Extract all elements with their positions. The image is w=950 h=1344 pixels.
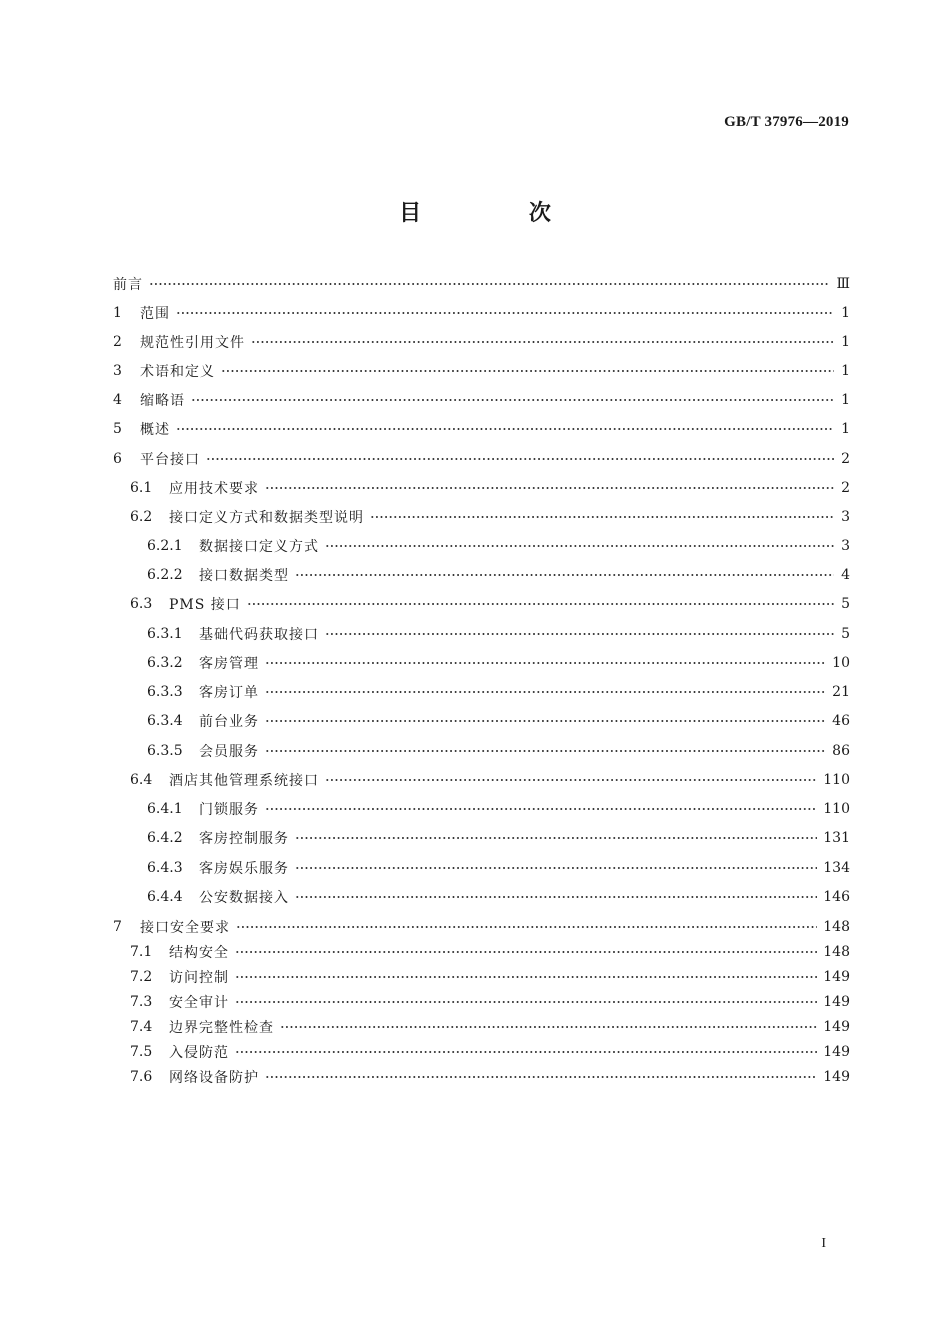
toc-entry[interactable] (147, 856, 850, 880)
toc-entry-label: 范围 (140, 306, 170, 322)
toc-leader-dots (265, 1076, 817, 1078)
toc-entry-label: 术语和定义 (140, 364, 215, 380)
toc-entry[interactable] (113, 359, 850, 383)
toc-entry-label: 概述 (140, 422, 170, 438)
toc-entry[interactable] (130, 940, 850, 964)
toc-entry[interactable] (113, 417, 850, 441)
toc-leader-dots (325, 779, 817, 781)
toc-entry-number: 6.2.2 (147, 567, 183, 583)
toc-entry-label: 接口安全要求 (140, 920, 230, 936)
toc-entry-label: PMS 接口 (169, 597, 241, 613)
toc-leader-dots (265, 808, 817, 810)
toc-entry-label: 门锁服务 (199, 802, 259, 818)
toc-entry-page: 148 (823, 944, 850, 960)
toc-entry-label: 接口定义方式和数据类型说明 (169, 510, 364, 526)
toc-leader-dots (176, 428, 834, 430)
toc-leader-dots (235, 1001, 817, 1003)
toc-entry[interactable] (147, 563, 850, 587)
toc-entry-number: 6.3.3 (147, 684, 183, 700)
toc-entry-page: 149 (823, 994, 850, 1010)
toc-entry[interactable] (130, 768, 850, 792)
toc-entry-number: 6.3.5 (147, 743, 183, 759)
toc-entry-number: 4 (113, 392, 122, 408)
toc-entry-page: 134 (823, 860, 850, 876)
toc-entry-label: 入侵防范 (169, 1045, 229, 1061)
toc-entry-label: 前台业务 (199, 714, 259, 730)
toc-entry-number: 7.1 (130, 944, 153, 960)
toc-entry-page: 149 (823, 969, 850, 985)
toc-entry-label: 访问控制 (169, 970, 229, 986)
toc-leader-dots (325, 545, 834, 547)
toc-entry[interactable] (113, 272, 850, 296)
toc-entry-page: 4 (841, 567, 850, 583)
toc-entry-page: 146 (823, 889, 850, 905)
toc-entry-number: 7.4 (130, 1019, 153, 1035)
toc-leader-dots (235, 951, 817, 953)
toc-entry-label: 客房管理 (199, 656, 259, 672)
toc-entry-number: 6.2.1 (147, 538, 183, 554)
toc-entry[interactable] (147, 651, 850, 675)
toc-leader-dots (265, 662, 826, 664)
toc-leader-dots (221, 370, 834, 372)
toc-entry-page: 131 (823, 830, 850, 846)
toc-entry-page: 10 (832, 655, 850, 671)
toc-entry-label: 客房娱乐服务 (199, 861, 289, 877)
toc-entry-page: Ⅲ (836, 276, 850, 292)
toc-entry-number: 6.3.4 (147, 713, 183, 729)
toc-entry-label: 平台接口 (140, 452, 200, 468)
toc-entry-page: 5 (841, 596, 850, 612)
toc-entry[interactable] (130, 592, 850, 616)
toc-entry-number: 6.3.2 (147, 655, 183, 671)
toc-entry-number: 6.3.1 (147, 626, 183, 642)
toc-entry-number: 7 (113, 919, 122, 935)
toc-leader-dots (251, 341, 834, 343)
toc-entry[interactable] (147, 534, 850, 558)
toc-entry-page: 149 (823, 1019, 850, 1035)
toc-entry-page: 1 (841, 363, 850, 379)
toc-entry-number: 7.2 (130, 969, 153, 985)
toc-leader-dots (280, 1026, 817, 1028)
toc-entry-number: 7.5 (130, 1044, 153, 1060)
toc-entry-label: 缩略语 (140, 393, 185, 409)
toc-entry[interactable] (130, 476, 850, 500)
toc-entry-label: 前言 (113, 277, 143, 293)
toc-entry-page: 148 (823, 919, 850, 935)
toc-leader-dots (176, 312, 834, 314)
toc-entry-number: 6.4.4 (147, 889, 183, 905)
toc-entry-page: 110 (823, 772, 850, 788)
toc-leader-dots (265, 750, 826, 752)
toc-entry-page: 2 (841, 480, 850, 496)
toc-entry-page: 46 (832, 713, 850, 729)
page-title: 目 次 (399, 201, 601, 226)
footer-page-number: I (821, 1236, 826, 1251)
toc-leader-dots (325, 633, 834, 635)
toc-entry-label: 网络设备防护 (169, 1070, 259, 1086)
toc-leader-dots (265, 691, 826, 693)
toc-entry[interactable] (130, 1040, 850, 1064)
toc-leader-dots (191, 399, 834, 401)
toc-entry-number: 3 (113, 363, 122, 379)
toc-entry-number: 7.3 (130, 994, 153, 1010)
toc-entry-page: 110 (823, 801, 850, 817)
toc-entry-label: 数据接口定义方式 (199, 539, 319, 555)
toc-leader-dots (236, 926, 817, 928)
toc-entry[interactable] (113, 388, 850, 412)
toc-entry[interactable] (130, 965, 850, 989)
toc-entry-label: 客房订单 (199, 685, 259, 701)
toc-leader-dots (235, 1051, 817, 1053)
toc-entry[interactable] (113, 447, 850, 471)
toc-entry-label: 规范性引用文件 (140, 335, 245, 351)
toc-entry[interactable] (147, 680, 850, 704)
toc-entry[interactable] (130, 1015, 850, 1039)
toc-leader-dots (265, 720, 826, 722)
toc-entry-page: 21 (832, 684, 850, 700)
toc-leader-dots (235, 976, 817, 978)
toc-entry-label: 安全审计 (169, 995, 229, 1011)
toc-entry-number: 6.2 (130, 509, 153, 525)
toc-leader-dots (265, 487, 834, 489)
toc-entry[interactable] (147, 622, 850, 646)
toc-leader-dots (206, 458, 834, 460)
toc-entry-number: 1 (113, 305, 122, 321)
toc-leader-dots (247, 603, 834, 605)
toc-leader-dots (370, 516, 834, 518)
toc-entry-number: 7.6 (130, 1069, 153, 1085)
toc-entry[interactable] (113, 915, 850, 939)
toc-entry[interactable] (130, 505, 850, 529)
toc-entry[interactable] (147, 826, 850, 850)
toc-entry-label: 应用技术要求 (169, 481, 259, 497)
toc-entry-label: 基础代码获取接口 (199, 627, 319, 643)
toc-entry-page: 1 (841, 421, 850, 437)
toc-entry-number: 6.4.3 (147, 860, 183, 876)
toc-entry[interactable] (130, 990, 850, 1014)
toc-leader-dots (295, 574, 834, 576)
standard-code: GB/T 37976—2019 (724, 114, 849, 130)
toc-entry-number: 6 (113, 451, 122, 467)
toc-entry-page: 1 (841, 305, 850, 321)
toc-entry-number: 2 (113, 334, 122, 350)
toc-leader-dots (295, 896, 817, 898)
toc-entry[interactable] (147, 709, 850, 733)
toc-entry-number: 6.1 (130, 480, 153, 496)
toc-entry-number: 6.4.2 (147, 830, 183, 846)
toc-entry[interactable] (147, 885, 850, 909)
toc-entry-page: 3 (841, 509, 850, 525)
toc-entry-label: 接口数据类型 (199, 568, 289, 584)
toc-entry-page: 5 (841, 626, 850, 642)
toc-entry-page: 86 (832, 743, 850, 759)
toc-entry[interactable] (113, 330, 850, 354)
toc-entry[interactable] (130, 1065, 850, 1089)
toc-entry-label: 边界完整性检查 (169, 1020, 274, 1036)
toc-entry-number: 6.4 (130, 772, 153, 788)
toc-leader-dots (149, 283, 830, 285)
toc-entry-number: 6.4.1 (147, 801, 183, 817)
toc-entry-label: 客房控制服务 (199, 831, 289, 847)
toc-entry-page: 1 (841, 334, 850, 350)
toc-entry-label: 公安数据接入 (199, 890, 289, 906)
toc-entry-page: 149 (823, 1069, 850, 1085)
toc-entry-page: 3 (841, 538, 850, 554)
toc-entry-page: 2 (841, 451, 850, 467)
toc-entry-label: 结构安全 (169, 945, 229, 961)
toc-entry-label: 会员服务 (199, 744, 259, 760)
toc-entry[interactable] (147, 797, 850, 821)
toc-leader-dots (295, 837, 817, 839)
toc-entry-page: 149 (823, 1044, 850, 1060)
toc-entry-number: 5 (113, 421, 122, 437)
toc-entry-page: 1 (841, 392, 850, 408)
toc-leader-dots (295, 867, 817, 869)
toc-entry-label: 酒店其他管理系统接口 (169, 773, 319, 789)
toc-entry-number: 6.3 (130, 596, 153, 612)
toc-entry[interactable] (147, 739, 850, 763)
toc-entry[interactable] (113, 301, 850, 325)
